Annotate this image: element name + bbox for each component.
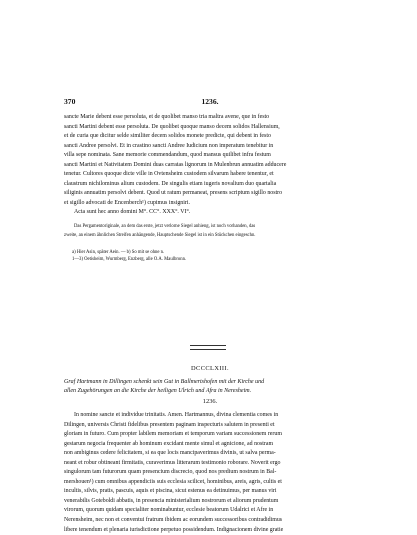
text-line: siliginis annuatim persolvi debent. Quod ut ratum permaneat, presens scriptum sigillo nostro bbox=[64, 190, 283, 197]
page-header bbox=[64, 97, 356, 109]
footnote: a) Hier Asin, später Aein. — b) So mit se ohne n. bbox=[72, 250, 165, 255]
text-line: incultis, silvis, pratis, pascuis, aquis et piscina, sicut estenus ea detinuimus, per manus viri bbox=[64, 488, 277, 495]
text-line: libere tenendum et plenaria iurisdictione perpetuo possidendum. Indignacionem divine gratie bbox=[64, 526, 284, 533]
page-number: 370 bbox=[64, 97, 76, 106]
document-1-text bbox=[64, 113, 356, 218]
header-year: 1236. bbox=[201, 97, 219, 106]
text-line: sancti Martini debent esse persoluta. De quolibet quoque manso decem solidos Hallensium, bbox=[64, 123, 280, 130]
document-number: DCCCLXIII. bbox=[191, 365, 229, 372]
summary-line: Graf Hartmann in Dillingen schenkt sein Gut in Ballmertshofen mit der Kirche und bbox=[64, 379, 265, 385]
text-line: Nerensheim, nec non et conventui fratrum ibidem ac eorundem successoribus contradidimus bbox=[64, 517, 283, 524]
document-2-date: 1236. bbox=[202, 398, 218, 405]
text-line: virorum, quorum quidam specialiter nominabuntur, ecclesie beatorum Udalrici et Afre in bbox=[64, 507, 274, 514]
text-line: et sigillo advocati de Encenberch¹) cupimus insigniri. bbox=[64, 199, 190, 206]
text-line: venerabilis Goteboldi abbatis, in presencia ministerialium nostrorum et aliorum prudentum bbox=[64, 497, 279, 504]
footnotes bbox=[64, 249, 364, 264]
text-line: gloriam in futuro. Cum propter labilem memoriam et temporum variam successionem rerum bbox=[64, 431, 282, 438]
text-line: In nomine sancte et individue trinitatis. Amen. Hartmannus, divina clementia comes in bbox=[74, 412, 279, 418]
text-line: mershouen¹) cum omnibus appendiciis suis ecclesia scilicet, hominibus, areis, agris, cultis et bbox=[64, 478, 282, 485]
text-line: tenetur. Cultores quoque dicte ville in Ovtensheim custodem silvarum habere tenentur, et bbox=[64, 171, 274, 178]
document-2-summary bbox=[64, 378, 356, 396]
note-line: Das Pergamentoriginale, an dem das erste, jetzt verlorne Siegel anhieng, ist noch vorhanden, das bbox=[74, 224, 256, 229]
summary-line: allen Zugehörungen an die Kirche der heiligen Ulrich und Afra in Neresheim. bbox=[64, 388, 252, 394]
text-line: gestarum negocia frequenter ab hominum excidant mente simul et agnicione, ad nostram bbox=[64, 440, 274, 447]
section-divider bbox=[190, 345, 226, 350]
text-line: et de curia que dicitur selde similiter decem solidos monete predicte, qui debent in festo bbox=[64, 133, 271, 140]
text-line: non ambiginus cedere felicitatem, si ea que locis mancipaverimus divinis, ut salva perma- bbox=[64, 450, 276, 457]
document-2-text bbox=[64, 411, 356, 535]
text-line: sancte Marie debent esse persoluta, et de quolibet manso tria maltra avene, que in festo bbox=[64, 114, 270, 120]
note-line: zweite, an einem ähnlichen Streifen anhängende, Hauptschende Siegel ist in ein Stückchen eingeschn. bbox=[64, 232, 256, 238]
text-line: Dilingen, universis Christi fidelibus presentem paginam inspecturis salutem in presenti et bbox=[64, 421, 275, 428]
text-line: neant et robur obtineant firmitatis, curaverimus litterarum testimonio roborare. Noverit ergo bbox=[64, 459, 281, 466]
footnote: 1—3) Oetisheim, Wurmberg, Enzberg, alle O.A. Maulbronn. bbox=[72, 257, 187, 263]
text-line: sancti Martini et Nativitatem Domini duas carratas lignorum in Mulenbrun annuatim adducere bbox=[64, 161, 287, 168]
text-line: villa sepe nominata. Sane memorie commendandum, quod mansus quilibet infra festum bbox=[64, 152, 271, 159]
archival-note bbox=[64, 223, 356, 240]
text-line: singulorum tam futurorum quam presencium discrecio, quod nos predium nostrum in Bal- bbox=[64, 469, 277, 476]
acta-line: Acta sunt hec anno domini M°. CC°. XXX°. VI°. bbox=[74, 209, 191, 216]
text-line: sancti Andree persolvi. Et in crastino sancti Andree Iudicium non imperatum tenebitur in bbox=[64, 142, 274, 149]
text-line: claustrum nichilominus alium custodem. De singulis etiam iugeris novalium duo quartalia bbox=[64, 180, 277, 187]
